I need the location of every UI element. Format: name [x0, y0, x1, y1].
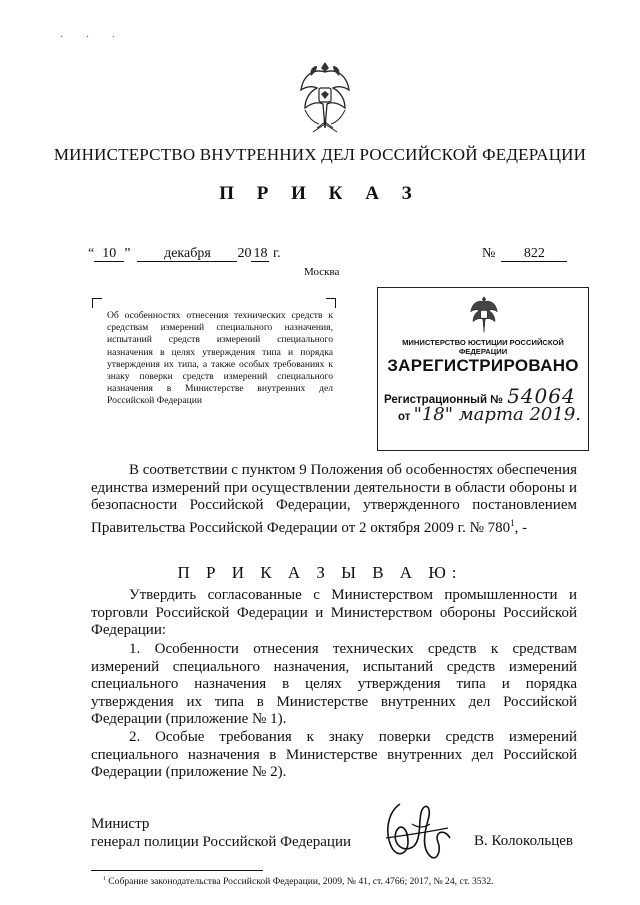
order-date: “ 10 ” декабря 20 18 г.: [88, 246, 281, 261]
order-year-suffix: 18: [253, 246, 268, 261]
stamp-registered: ЗАРЕГИСТРИРОВАНО: [387, 356, 579, 375]
stamp-date: [398, 404, 581, 425]
order-city: Москва: [304, 266, 340, 278]
subject-bracket-right: [326, 298, 336, 308]
ministry-title: МИНИСТЕРСТВО ВНУТРЕННИХ ДЕЛ РОССИЙСКОЙ ФЕДЕРАЦИИ: [53, 145, 587, 164]
footnote-mark: 1: [103, 876, 106, 882]
preamble-footnote-mark: 1: [510, 517, 515, 528]
footnote: [103, 876, 494, 887]
signatory-title-line2: генерал полиции Российской Федерации: [91, 834, 352, 850]
registration-stamp: [377, 287, 589, 451]
footnote-text: Собрание законодательства Российской Федерации, 2009, № 41, ст. 4766; 2017, № 24, ст. 3532.: [108, 876, 494, 888]
order-month: декабря: [137, 247, 237, 262]
order-number-value: 822: [501, 247, 567, 262]
order-subject: Об особенностях отнесения технических средств к средствам измерений специального назначения, испытаний средств измерений специального назначения в целях утверждения типа и порядка утверждения их типа, а также особых требованиях к знаку поверки средств измерений специального назначения в Министерстве внутренних дел Российской Федерации: [107, 310, 333, 407]
preamble-paragraph: [91, 462, 577, 537]
state-emblem-icon: [295, 58, 355, 138]
item-2-paragraph: 2. Особые требования к знаку поверки средств измерений специального назначения в Министерстве внутренних дел Российской Федерации (приложение № 2).: [91, 729, 577, 781]
orders-heading: П Р И К А З Ы В А Ю:: [177, 563, 463, 582]
order-year-abbr: г.: [272, 246, 281, 261]
item-1-paragraph: 1. Особенности отнесения технических средств к средствам измерений специального назначения, испытаний средств измерений специального назначения в целях утверждения типа и порядка утверждения их типа в Министерстве внутренних дел Российской Федерации (приложение № 1).: [91, 641, 577, 728]
handwritten-signature: [378, 798, 460, 868]
signatory-title: [91, 815, 351, 851]
stamp-date-handwritten: "18" марта 2019.: [413, 404, 581, 425]
preamble-text: В соответствии с пунктом 9 Положения об особенностях обеспечения единства измерений при осуществлении деятельности в области обороны и безопасности Российской Федерации, утвержденного постановлением Правительства Российской Федерации от 2 октября 2009 г. № 780: [91, 462, 577, 536]
signatory-title-line1: Министр: [91, 816, 150, 832]
footnote-divider: [91, 870, 263, 871]
stamp-reg-value: 54064: [507, 384, 576, 408]
signatory-name: В. Колокольцев: [474, 833, 573, 849]
order-year-prefix: 20: [237, 246, 252, 261]
preamble-end: , -: [514, 519, 528, 536]
stamp-ministry: МИНИСТЕРСТВО ЮСТИЦИИ РОССИЙСКОЙ ФЕДЕРАЦИИ: [402, 338, 564, 356]
order-day: 10: [94, 247, 124, 262]
scan-artifact-marks: · · ·: [60, 32, 125, 43]
stamp-date-prefix: от: [398, 411, 411, 423]
stamp-reg-label: Регистрационный №: [384, 394, 504, 406]
order-number: [482, 246, 567, 262]
order-number-label: №: [482, 246, 496, 261]
order-heading: П Р И К А З: [219, 183, 421, 204]
subject-bracket-left: [92, 298, 102, 308]
approve-paragraph: Утвердить согласованные с Министерством промышленности и торговли Российской Федерации и Министерством обороны Российской Федерации:: [91, 587, 577, 639]
stamp-emblem-icon: [466, 294, 502, 338]
